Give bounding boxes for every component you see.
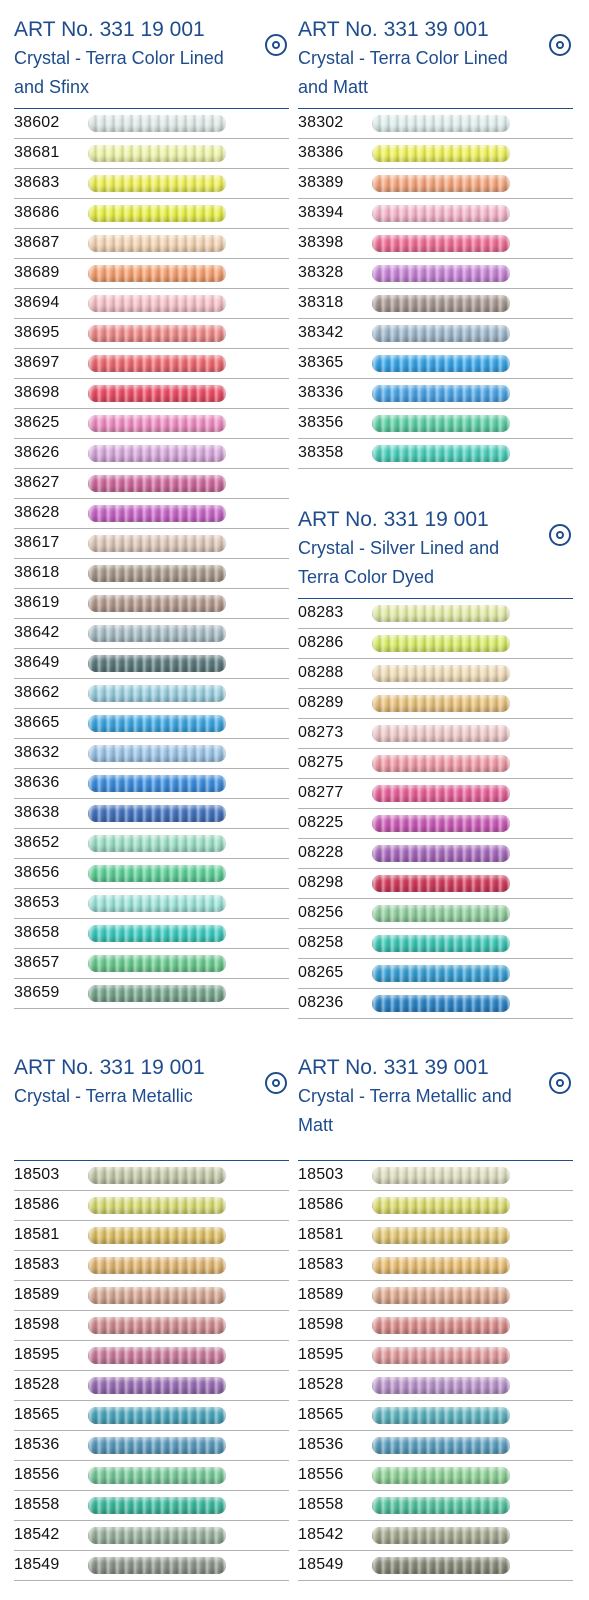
color-code: 18536 [14,1436,60,1453]
color-row [14,1311,289,1341]
color-code: 38617 [14,534,60,551]
color-code: 18528 [298,1376,344,1393]
color-row [14,169,289,199]
bead-strand-swatch [372,905,510,922]
color-code: 38659 [14,984,60,1001]
color-code: 18589 [14,1286,60,1303]
color-code: 18549 [14,1556,60,1573]
bead-strand-swatch [372,1527,510,1544]
color-row [298,659,573,689]
color-code: 38302 [298,114,344,131]
color-row [14,979,289,1009]
bead-strand-swatch [88,985,226,1002]
bead-strand-swatch [372,1167,510,1184]
color-code: 38686 [14,204,60,221]
bead-strand-swatch [372,205,510,222]
bead-strand-swatch [88,1227,226,1244]
subtitle-line: Matt [298,1115,334,1135]
color-row [14,859,289,889]
color-code: 38394 [298,204,344,221]
bead-strand-swatch [372,115,510,132]
bead-strand-swatch [88,1497,226,1514]
color-row [14,829,289,859]
bead-strand-swatch [372,1287,510,1304]
bead-strand-swatch [372,1197,510,1214]
subtitle-line: Crystal - Terra Metallic and [298,1086,512,1106]
color-row [14,799,289,829]
color-list [14,1160,289,1581]
bead-strand-swatch [372,1437,510,1454]
color-row [14,1341,289,1371]
color-row [14,1431,289,1461]
section-header [298,1054,573,1160]
bead-strand-swatch [88,145,226,162]
color-row [298,689,573,719]
color-code: 18542 [14,1526,60,1543]
finish-symbol-icon [265,1072,287,1094]
color-row [14,739,289,769]
color-code: 38653 [14,894,60,911]
color-code: 18581 [14,1226,60,1243]
bead-strand-swatch [88,895,226,912]
color-row [298,139,573,169]
bead-strand-swatch [88,355,226,372]
color-code: 38638 [14,804,60,821]
color-row [14,499,289,529]
bead-strand-swatch [88,595,226,612]
color-row [14,679,289,709]
color-code: 18595 [298,1346,344,1363]
bead-strand-swatch [88,715,226,732]
color-code: 18556 [14,1466,60,1483]
color-code: 38658 [14,924,60,941]
bead-strand-swatch [88,1257,226,1274]
color-code: 38627 [14,474,60,491]
color-row [298,839,573,869]
color-row [298,439,573,469]
finish-symbol-icon [549,34,571,56]
color-code: 38687 [14,234,60,251]
color-code: 38618 [14,564,60,581]
bead-strand-swatch [88,295,226,312]
color-list [298,108,573,469]
color-row [298,1461,573,1491]
bead-strand-swatch [88,415,226,432]
color-row [298,1221,573,1251]
bead-strand-swatch [372,1257,510,1274]
color-row [14,589,289,619]
bead-strand-swatch [88,745,226,762]
bead-strand-swatch [372,235,510,252]
bead-strand-swatch [88,1347,226,1364]
color-row [14,439,289,469]
color-code: 38689 [14,264,60,281]
bead-strand-swatch [372,1467,510,1484]
bead-strand-swatch [372,845,510,862]
color-row [298,199,573,229]
color-row [14,139,289,169]
bead-strand-swatch [372,875,510,892]
bead-strand-swatch [88,1317,226,1334]
color-row [14,529,289,559]
bead-strand-swatch [372,415,510,432]
bead-strand-swatch [88,265,226,282]
subtitle-line: Terra Color Dyed [298,567,435,587]
article-number: ART No. 331 19 001 [298,508,489,531]
bead-strand-swatch [372,815,510,832]
color-row [14,1191,289,1221]
bead-strand-swatch [372,1377,510,1394]
color-code: 18583 [14,1256,60,1273]
color-code: 08225 [298,814,344,831]
color-code: 38619 [14,594,60,611]
bead-strand-swatch [88,1377,226,1394]
color-row [298,1491,573,1521]
color-code: 18586 [14,1196,60,1213]
article-number: ART No. 331 19 001 [14,1056,205,1079]
bead-strand-swatch [88,1287,226,1304]
section-header [298,506,573,598]
color-row [14,1551,289,1581]
bead-strand-swatch [88,805,226,822]
color-row [14,949,289,979]
color-row [14,769,289,799]
bead-strand-swatch [372,295,510,312]
color-code: 18558 [298,1496,344,1513]
bead-strand-swatch [88,535,226,552]
bead-strand-swatch [372,1497,510,1514]
color-row [14,1251,289,1281]
color-code: 18598 [14,1316,60,1333]
color-row [298,1551,573,1581]
color-row [298,1311,573,1341]
color-code: 08258 [298,934,344,951]
bead-strand-swatch [372,605,510,622]
bead-strand-swatch [372,635,510,652]
color-row [298,629,573,659]
color-row [14,709,289,739]
color-row [298,409,573,439]
color-code: 08286 [298,634,344,651]
bead-strand-swatch [372,1317,510,1334]
color-card-terra-metallic [14,1038,289,1581]
color-row [298,749,573,779]
color-row [14,259,289,289]
color-row [298,229,573,259]
color-code: 38642 [14,624,60,641]
color-row [298,1161,573,1191]
color-row [14,409,289,439]
color-code: 38649 [14,654,60,671]
subtitle-line: and Matt [298,77,369,97]
color-row [298,1401,573,1431]
color-code: 38694 [14,294,60,311]
article-number: ART No. 331 39 001 [298,18,489,41]
color-code: 18581 [298,1226,344,1243]
color-list [298,598,573,1019]
color-card-terra-color-lined-sfinx [14,0,289,1009]
color-code: 38662 [14,684,60,701]
color-code: 18595 [14,1346,60,1363]
subtitle-line: and Sfinx [14,77,90,97]
color-code: 18583 [298,1256,344,1273]
subtitle-line: Crystal - Silver Lined and [298,538,500,558]
bead-strand-swatch [372,965,510,982]
color-row [298,319,573,349]
finish-symbol-icon [265,34,287,56]
bead-strand-swatch [88,1527,226,1544]
color-code: 38632 [14,744,60,761]
bead-strand-swatch [88,835,226,852]
color-row [298,1281,573,1311]
bead-strand-swatch [372,725,510,742]
color-row [14,889,289,919]
bead-strand-swatch [372,1227,510,1244]
color-code: 18586 [298,1196,344,1213]
bead-strand-swatch [88,115,226,132]
color-code: 38628 [14,504,60,521]
finish-symbol-icon [549,1072,571,1094]
color-code: 08283 [298,604,344,621]
color-code: 38386 [298,144,344,161]
color-code: 18503 [298,1166,344,1183]
color-code: 18503 [14,1166,60,1183]
color-code: 18528 [14,1376,60,1393]
color-row [298,779,573,809]
bead-strand-swatch [372,995,510,1012]
bead-strand-swatch [88,235,226,252]
color-row [298,809,573,839]
color-code: 18549 [298,1556,344,1573]
color-row [14,1221,289,1251]
bead-strand-swatch [88,445,226,462]
color-code: 18565 [298,1406,344,1423]
color-code: 08228 [298,844,344,861]
bead-strand-swatch [88,685,226,702]
bead-strand-swatch [88,775,226,792]
color-row [298,259,573,289]
bead-strand-swatch [88,325,226,342]
color-code: 38625 [14,414,60,431]
section-header [14,16,289,108]
color-row [14,1371,289,1401]
color-code: 18536 [298,1436,344,1453]
color-code: 08298 [298,874,344,891]
bead-strand-swatch [88,925,226,942]
color-row [298,349,573,379]
color-code: 38398 [298,234,344,251]
bead-strand-swatch [88,1197,226,1214]
color-code: 38697 [14,354,60,371]
color-row [14,649,289,679]
color-row [14,289,289,319]
color-row [298,1431,573,1461]
color-code: 38336 [298,384,344,401]
color-code: 38358 [298,444,344,461]
color-code: 18558 [14,1496,60,1513]
color-code: 08256 [298,904,344,921]
color-code: 38602 [14,114,60,131]
color-code: 38626 [14,444,60,461]
color-row [298,1191,573,1221]
color-row [14,349,289,379]
bead-strand-swatch [372,1557,510,1574]
subtitle-line: Crystal - Terra Color Lined [14,48,224,68]
bead-strand-swatch [372,385,510,402]
color-row [14,1461,289,1491]
color-row [14,1521,289,1551]
bead-strand-swatch [372,145,510,162]
color-row [298,929,573,959]
color-code: 38698 [14,384,60,401]
color-row [14,1281,289,1311]
color-code: 38695 [14,324,60,341]
color-row [298,289,573,319]
finish-symbol-icon [549,524,571,546]
color-code: 38318 [298,294,344,311]
bead-strand-swatch [372,785,510,802]
color-card-silver-lined-terra-dyed [298,490,573,1019]
color-row [298,1521,573,1551]
bead-strand-swatch [88,1557,226,1574]
bead-strand-swatch [88,505,226,522]
color-code: 08277 [298,784,344,801]
color-code: 38342 [298,324,344,341]
color-row [298,109,573,139]
color-row [298,379,573,409]
article-number: ART No. 331 19 001 [14,18,205,41]
color-code: 38665 [14,714,60,731]
bead-strand-swatch [88,385,226,402]
color-row [298,1371,573,1401]
color-code: 18565 [14,1406,60,1423]
color-row [14,379,289,409]
color-row [298,899,573,929]
color-row [298,959,573,989]
bead-strand-swatch [88,1167,226,1184]
color-row [14,559,289,589]
section-header [298,16,573,108]
color-code: 38652 [14,834,60,851]
bead-strand-swatch [372,695,510,712]
color-card-terra-color-lined-matt [298,0,573,469]
color-row [14,319,289,349]
color-row [298,869,573,899]
color-row [14,619,289,649]
color-row [298,719,573,749]
bead-strand-swatch [372,1407,510,1424]
color-row [298,989,573,1019]
bead-strand-swatch [88,955,226,972]
subtitle-line: Crystal - Terra Color Lined [298,48,508,68]
bead-strand-swatch [88,655,226,672]
color-code: 38365 [298,354,344,371]
color-code: 08273 [298,724,344,741]
color-row [14,469,289,499]
color-code: 18589 [298,1286,344,1303]
color-code: 08236 [298,994,344,1011]
color-code: 08265 [298,964,344,981]
bead-strand-swatch [88,205,226,222]
color-code: 38389 [298,174,344,191]
color-code: 38681 [14,144,60,161]
color-code: 18542 [298,1526,344,1543]
bead-strand-swatch [88,865,226,882]
bead-strand-swatch [88,625,226,642]
color-code: 38636 [14,774,60,791]
bead-strand-swatch [88,475,226,492]
subtitle-line: Crystal - Terra Metallic [14,1086,193,1106]
bead-strand-swatch [88,175,226,192]
color-row [298,1251,573,1281]
color-list [14,108,289,1009]
bead-strand-swatch [372,1347,510,1364]
color-code: 08275 [298,754,344,771]
article-number: ART No. 331 39 001 [298,1056,489,1079]
color-code: 18556 [298,1466,344,1483]
color-row [14,229,289,259]
color-row [298,599,573,629]
color-code: 38657 [14,954,60,971]
color-row [14,109,289,139]
color-code: 08289 [298,694,344,711]
bead-strand-swatch [372,935,510,952]
color-card-terra-metallic-matt [298,1038,573,1581]
color-row [14,1491,289,1521]
color-row [14,919,289,949]
color-code: 18598 [298,1316,344,1333]
bead-strand-swatch [372,445,510,462]
bead-strand-swatch [372,265,510,282]
bead-strand-swatch [372,355,510,372]
color-list [298,1160,573,1581]
color-row [298,169,573,199]
color-code: 38328 [298,264,344,281]
color-code: 08288 [298,664,344,681]
color-row [14,199,289,229]
bead-strand-swatch [372,665,510,682]
color-code: 38656 [14,864,60,881]
bead-strand-swatch [372,175,510,192]
section-header [14,1054,289,1160]
bead-strand-swatch [88,565,226,582]
bead-strand-swatch [88,1407,226,1424]
bead-strand-swatch [372,755,510,772]
bead-strand-swatch [88,1467,226,1484]
bead-strand-swatch [372,325,510,342]
color-row [298,1341,573,1371]
bead-strand-swatch [88,1437,226,1454]
color-code: 38356 [298,414,344,431]
color-code: 38683 [14,174,60,191]
color-row [14,1161,289,1191]
color-row [14,1401,289,1431]
